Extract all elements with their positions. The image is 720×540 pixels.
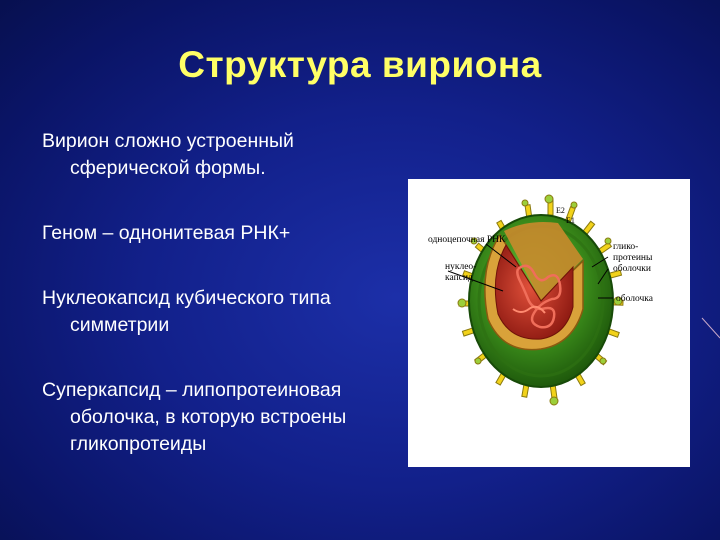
label-glyco-2: протеины bbox=[613, 253, 653, 263]
virion-diagram bbox=[408, 179, 690, 467]
label-glyco-3: оболочки bbox=[613, 264, 651, 274]
label-envelope: оболочка bbox=[616, 294, 653, 304]
label-e2: E2 bbox=[556, 206, 565, 215]
bullet-nucleocapsid: Нуклеокапсид кубического типа симметрии bbox=[42, 287, 331, 336]
label-e1: E1 bbox=[566, 216, 575, 225]
label-glyco-1: глико- bbox=[613, 242, 639, 252]
decorative-line bbox=[700, 310, 720, 350]
bullet-list bbox=[42, 128, 402, 458]
bullet-supercapsid: Суперкапсид – липопротеиновая оболочка, в которую встроены гликопротеиды bbox=[42, 379, 347, 455]
label-nucleocapsid-1: нуклео- bbox=[445, 262, 477, 272]
bullet-virion-shape: Вирион сложно устроенный сферической формы. bbox=[42, 130, 294, 179]
bullet-genome: Геном – однонитевая РНК+ bbox=[42, 222, 291, 244]
virion-illustration bbox=[408, 179, 690, 467]
slide-title: Структура вириона bbox=[178, 44, 542, 85]
label-rna: одноцепочная РНК bbox=[428, 235, 506, 245]
label-nucleocapsid-2: капсид bbox=[445, 273, 473, 283]
